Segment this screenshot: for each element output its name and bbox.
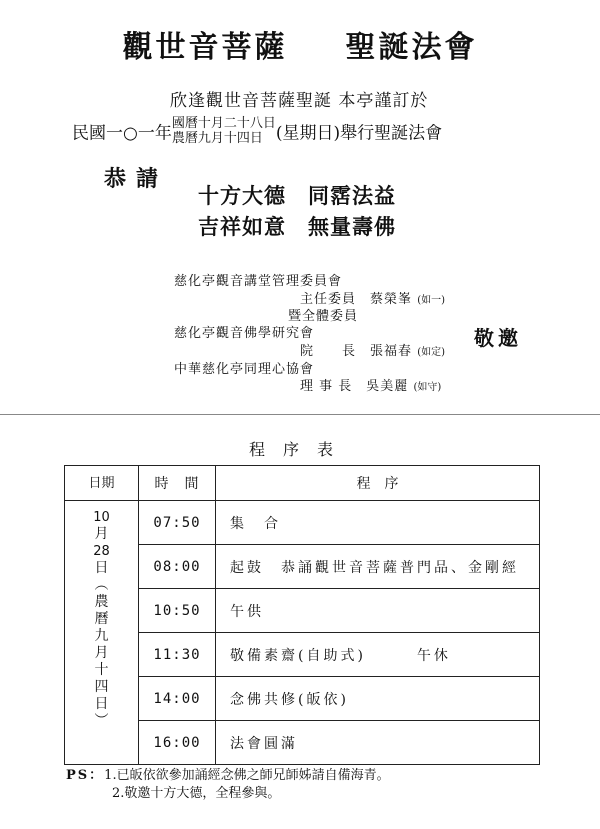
blessing-line-2: 吉祥如意 無量壽佛	[198, 214, 396, 239]
organizer-2-name: 張福春	[370, 344, 413, 359]
organizer-2-note: (如定)	[417, 347, 445, 358]
header-time: 時 間	[139, 466, 216, 501]
date-char: 日	[94, 696, 109, 712]
date-char: 28	[93, 544, 110, 559]
program-cell: 起鼓 恭誦觀世音菩薩普門品、金剛經	[216, 545, 540, 589]
program-cell: 法會圓滿	[216, 721, 540, 765]
date-char: 四	[94, 679, 109, 695]
date-char: 十	[94, 662, 109, 678]
organizer-1-org: 慈化亭觀音講堂管理委員會	[174, 274, 343, 289]
organizer-1-note: (如一)	[417, 295, 445, 306]
ps-label: PS：	[66, 768, 105, 783]
program-cell: 念佛共修(皈依)	[216, 677, 540, 721]
time-cell: 14:00	[139, 677, 216, 721]
program-cell: 集 合	[216, 501, 540, 545]
date-prefix: 民國一○一年	[72, 123, 172, 144]
schedule-table	[64, 465, 540, 765]
date-char: 曆	[94, 611, 109, 627]
date-suffix: (星期日)舉行聖誕法會	[275, 123, 443, 144]
date-line	[72, 116, 442, 146]
time-cell: 11:30	[139, 633, 216, 677]
fold-divider	[0, 414, 600, 415]
title-part-2: 聖誕法會	[345, 30, 478, 65]
time-cell: 16:00	[139, 721, 216, 765]
date-char: 日	[94, 560, 109, 576]
ps-note-2: 2.敬邀十方大德，全程參與。	[112, 786, 281, 801]
organizer-2-person	[300, 340, 445, 359]
organizer-3-person	[300, 375, 441, 394]
schedule-title: 程序表	[248, 440, 351, 459]
organizer-committee: 暨全體委員	[288, 309, 359, 324]
header-date: 日期	[65, 466, 139, 501]
organizer-3-org: 中華慈化亭同理心協會	[174, 362, 315, 377]
organizer-2-org: 慈化亭觀音佛學研究會	[174, 326, 315, 341]
date-char: ︵	[94, 577, 109, 593]
ps-note-1	[66, 767, 390, 785]
title-part-1: 觀世音菩薩	[122, 30, 288, 65]
organizer-1-role: 主任委員	[300, 292, 357, 307]
time-cell: 10:50	[139, 589, 216, 633]
blessing-line-1: 十方大德 同霑法益	[198, 183, 396, 208]
organizer-3-role: 理 事 長	[300, 379, 353, 394]
invite-label: 恭請	[104, 166, 169, 192]
schedule-header-row	[65, 466, 540, 501]
date-gregorian: 國曆十月二十八日	[171, 116, 276, 131]
header-program: 程 序	[216, 466, 540, 501]
organizer-3-name: 吳美麗	[366, 379, 409, 394]
date-stack	[172, 116, 276, 146]
organizer-3-note: (如守)	[413, 382, 442, 393]
date-char: 月	[94, 526, 109, 542]
time-cell: 07:50	[139, 501, 216, 545]
date-lunar: 農曆九月十四日	[171, 131, 263, 146]
time-cell: 08:00	[139, 545, 216, 589]
date-char: 農	[94, 594, 109, 610]
page-title	[0, 22, 600, 66]
table-row	[65, 501, 540, 545]
program-cell: 敬備素齋(自助式) 午休	[216, 633, 540, 677]
program-cell: 午供	[216, 589, 540, 633]
date-char: 九	[94, 628, 109, 644]
intro-text: 欣逢觀世音菩薩聖誕 本亭謹訂於	[170, 91, 429, 111]
organizer-2-role: 院 長	[300, 344, 357, 359]
date-char: 10	[93, 510, 110, 525]
invite-closing: 敬邀	[474, 326, 522, 350]
ps-note-1-text: 1.已皈依欲參加誦經念佛之師兄師姊請自備海青。	[104, 768, 390, 783]
date-char: 月	[94, 645, 109, 661]
organizer-1-name: 蔡榮峯	[370, 292, 413, 307]
date-cell	[65, 501, 139, 765]
ps-notes	[66, 767, 390, 803]
date-char: ︶	[94, 713, 109, 729]
